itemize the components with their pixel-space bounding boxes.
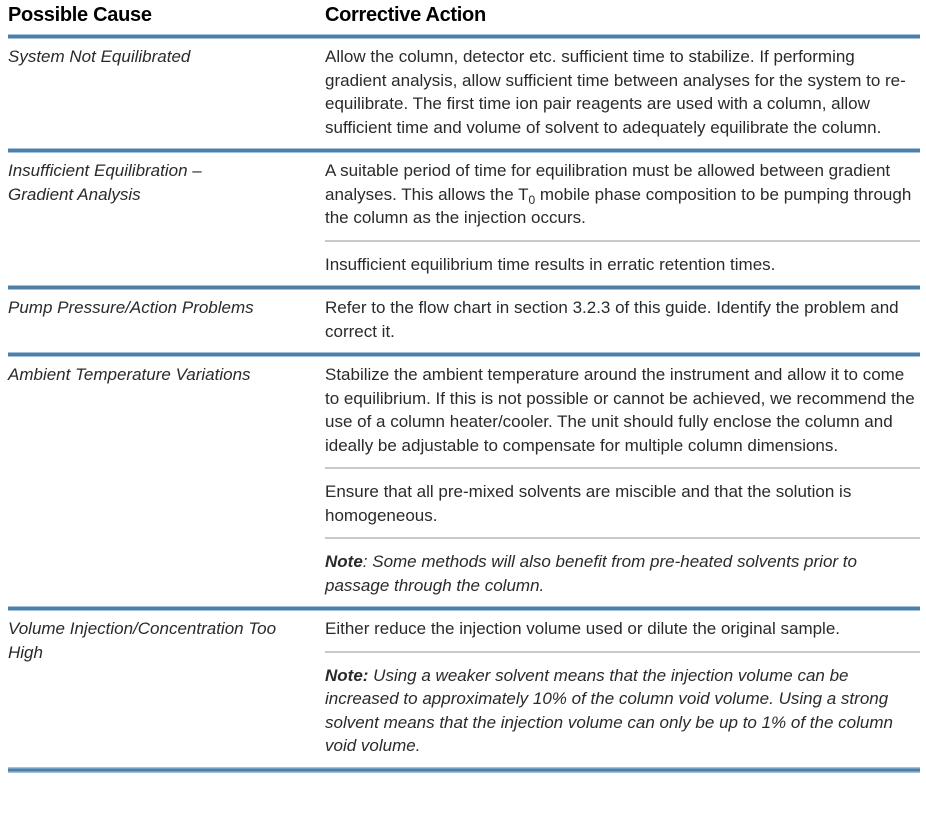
table-bottom-rule — [8, 767, 920, 773]
corrective-action-paragraph — [325, 664, 920, 758]
possible-cause-cell — [8, 45, 325, 139]
corrective-action-paragraph — [325, 550, 920, 597]
paragraph-divider-rule — [325, 467, 920, 469]
text-segment: Stabilize the ambient temperature around the instrument and allow it to come to equilibrium. If this is not possible or cannot be achieved, we recommend the use of a column heater/cooler. The unit should fully enclose the column and ideally be adjustable to compensate for multiple column dimensions. — [325, 365, 915, 455]
table-header-row — [8, 0, 920, 34]
table-row — [8, 290, 920, 352]
corrective-action-paragraph — [325, 617, 920, 641]
text-segment: Note — [325, 552, 363, 571]
table-body — [8, 39, 920, 767]
corrective-action-cell — [325, 617, 920, 758]
possible-cause-cell — [8, 296, 325, 343]
text-segment: : Some methods will also benefit from pre-heated solvents prior to passage through the column. — [325, 552, 857, 595]
possible-cause-text: System Not Equilibrated — [8, 47, 191, 66]
column-header-possible-cause: Possible Cause — [8, 4, 152, 26]
table-row — [8, 153, 920, 285]
text-segment: A suitable period of time for equilibration must be allowed between gradient analyses. This allows the T — [325, 161, 891, 204]
corrective-action-paragraph — [325, 363, 920, 457]
possible-cause-text: Gradient Analysis — [8, 184, 141, 204]
text-segment: Insufficient equilibrium time results in erratic retention times. — [325, 254, 776, 274]
possible-cause-cell — [8, 159, 325, 276]
text-segment: mobile phase composition to be pumping through the column as the injection occurs. — [325, 184, 912, 227]
paragraph-divider-rule — [325, 240, 920, 242]
possible-cause-text: Pump Pressure/Action Problems — [8, 298, 254, 317]
corrective-action-paragraph — [325, 253, 920, 277]
text-segment: Allow the column, detector etc. sufficient time to stabilize. If performing gradient analysis, allow sufficient time between analyses for the system to re-equilibrate. The first time ion pair reagents are used with a column, allow sufficient time and volume of solvent to adequately equilibrate the column. — [325, 47, 906, 137]
subscript-text: 0 — [528, 192, 536, 207]
table-row — [8, 39, 920, 148]
table-row — [8, 357, 920, 606]
possible-cause-cell — [8, 363, 325, 597]
corrective-action-paragraph — [325, 159, 920, 230]
corrective-action-paragraph — [325, 296, 920, 343]
text-segment: Either reduce the injection volume used or dilute the original sample. — [325, 619, 841, 638]
text-segment: Refer to the flow chart in section 3.2.3 of this guide. Identify the problem and correct it. — [325, 298, 899, 341]
corrective-action-cell — [325, 159, 920, 276]
text-segment: Note: — [325, 665, 369, 685]
possible-cause-cell — [8, 617, 325, 758]
paragraph-divider-rule — [325, 537, 920, 539]
corrective-action-cell — [325, 296, 920, 343]
table-row — [8, 611, 920, 767]
text-segment: Using a weaker solvent means that the injection volume can be increased to approximately 10% of the column void volume. Using a strong solvent means that the injection volume can only be up to 1% of the column void volume. — [325, 665, 893, 755]
paragraph-divider-rule — [325, 651, 920, 653]
possible-cause-text: Insufficient Equilibration – — [8, 161, 202, 180]
corrective-action-cell — [325, 45, 920, 139]
corrective-action-paragraph — [325, 480, 920, 527]
text-segment: Ensure that all pre-mixed solvents are miscible and that the solution is homogeneous. — [325, 482, 852, 525]
corrective-action-paragraph — [325, 45, 920, 139]
possible-cause-text: Ambient Temperature Variations — [8, 365, 251, 384]
possible-cause-text: Volume Injection/Concentration Too High — [8, 619, 277, 662]
column-header-corrective-action: Corrective Action — [325, 4, 486, 26]
corrective-action-cell — [325, 363, 920, 597]
